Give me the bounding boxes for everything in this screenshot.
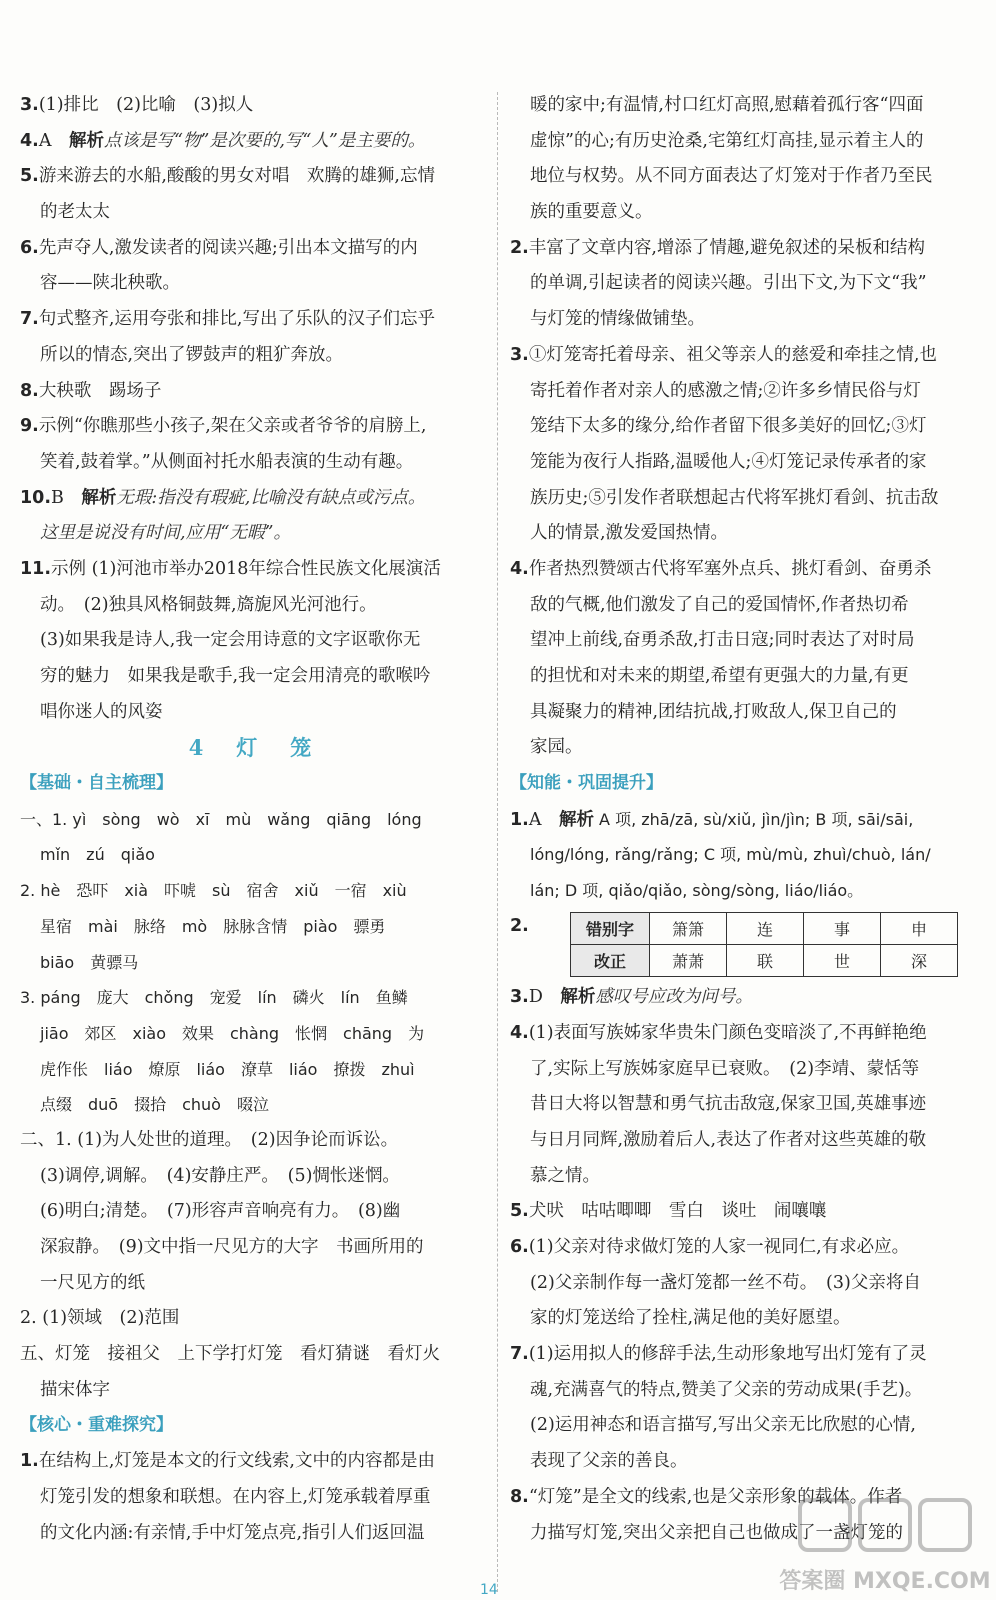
text-line — [510, 1230, 978, 1266]
text-line — [20, 1016, 486, 1052]
text-line — [20, 195, 486, 231]
line-text: lán; D 项, qiǎo/qiǎo, sòng/sòng, liáo/liáo。 — [530, 881, 864, 901]
line-text: 慕之情。 — [530, 1165, 600, 1186]
line-text: 【基础・自主梳理】 — [20, 773, 173, 794]
table-cell: 事 — [804, 913, 881, 945]
text-line — [510, 409, 978, 445]
text-line — [510, 481, 978, 517]
line-text: 人的情景,激发爱国热情。 — [530, 523, 729, 544]
text-line — [20, 1373, 486, 1409]
item-number: 4. — [510, 558, 529, 579]
table-row — [571, 913, 958, 945]
line-text: B — [51, 487, 82, 508]
item-number: 8. — [20, 380, 39, 401]
table-cell: 箫箫 — [650, 913, 727, 945]
text-line — [20, 1337, 486, 1373]
lesson-title — [20, 730, 486, 766]
text-line — [510, 730, 978, 766]
item-number: 3. — [510, 344, 529, 365]
table-header-cell: 错别字 — [571, 913, 650, 945]
table-cell: 萧萧 — [650, 945, 727, 977]
text-line — [20, 516, 486, 552]
text-line — [510, 1052, 978, 1088]
text-line — [20, 1123, 486, 1159]
text-line — [510, 1444, 978, 1480]
line-text: 在结构上,灯笼是本文的行文线索,文中的内容都是由 — [38, 1451, 435, 1472]
line-text: 家园。 — [530, 737, 583, 758]
line-text: 【知能・巩固提升】 — [510, 773, 663, 794]
line-text: (2)父亲制作每一盏灯笼都一丝不苟。 (3)父亲将自 — [530, 1272, 921, 1293]
line-text: 族历史;⑤引发作者联想起古代将军挑灯看剑、抗击敌 — [530, 487, 939, 508]
text-line — [510, 1159, 978, 1195]
watermark-logo — [779, 1490, 991, 1600]
text-line — [20, 945, 486, 981]
text-line — [20, 552, 486, 588]
line-text: 虚惊”的心;有历史沧桑,宅第红灯高挂,显示着主人的 — [530, 130, 924, 151]
line-text: 句式整齐,运用夸张和排比,写出了乐队的汉子们忘乎 — [38, 309, 435, 330]
line-text: (2)运用神态和语言描写,写出父亲无比欣慰的心情, — [530, 1415, 916, 1436]
text-line — [510, 1194, 978, 1230]
line-text: “灯笼”是全文的线索,也是父亲形象的载体。作者 — [528, 1486, 903, 1507]
table-header-cell: 改正 — [571, 945, 650, 977]
text-line — [510, 516, 978, 552]
line-text: 大秧歌 踢场子 — [38, 380, 162, 401]
text-line — [510, 695, 978, 731]
text-line — [20, 231, 486, 267]
text-line — [20, 659, 486, 695]
line-text: 唱你迷人的风姿 — [40, 701, 163, 722]
line-text: 容——陕北秧歌。 — [40, 273, 180, 294]
item-number: 1. — [20, 1451, 39, 1472]
typo-correction-table — [570, 912, 958, 977]
line-text: 敌的气概,他们激发了自己的爱国情怀,作者热切希 — [530, 594, 909, 615]
text-line — [20, 481, 486, 517]
text-line — [20, 1301, 486, 1337]
line-text: biāo 黄骠马 — [40, 952, 139, 972]
item-number: 7. — [510, 1344, 529, 1365]
text-line — [510, 266, 978, 302]
line-text: 力描写灯笼,突出父亲把自己也做成了一盏灯笼的 — [530, 1522, 904, 1543]
item-number: 7. — [20, 309, 39, 330]
line-text: (1)运用拟人的修辞手法,生动形象地写出灯笼有了灵 — [528, 1344, 927, 1365]
line-text: 的老太太 — [40, 202, 110, 223]
table-cell: 连 — [727, 913, 804, 945]
line-text: 家的灯笼送给了拴柱,满足他的美好愿望。 — [530, 1308, 851, 1329]
line-text: 示例“你瞧那些小孩子,架在父亲或者爷爷的肩膀上, — [38, 416, 427, 437]
text-line — [20, 623, 486, 659]
line-text: 描宋体字 — [40, 1379, 110, 1400]
text-line — [510, 1373, 978, 1409]
table-cell: 联 — [727, 945, 804, 977]
item-number: 10. — [20, 487, 52, 508]
left-column — [20, 88, 486, 1551]
text-line — [20, 837, 486, 873]
line-text: 先声夺人,激发读者的阅读兴趣;引出本文描写的内 — [38, 237, 418, 258]
line-text: 与灯笼的情缘做铺垫。 — [530, 309, 705, 330]
text-line — [510, 1016, 978, 1052]
text-line — [510, 837, 978, 873]
line-text: 五、灯笼 接祖父 上下学打灯笼 看灯猜谜 看灯火 — [20, 1344, 440, 1365]
line-text: 魂,充满喜气的特点,赞美了父亲的劳动成果(手艺)。 — [530, 1379, 923, 1400]
table-cell: 深 — [881, 945, 958, 977]
analysis-tag: 解析 — [81, 487, 117, 508]
text-line — [20, 1444, 486, 1480]
line-text: (1)父亲对待求做灯笼的人家一视同仁,有求必应。 — [528, 1237, 910, 1258]
text-line — [20, 802, 486, 838]
text-line — [20, 266, 486, 302]
text-line — [510, 302, 978, 338]
line-text: 点缀 duō 掇拾 chuò 啜泣 — [40, 1095, 269, 1115]
answer-page — [0, 88, 996, 1600]
item-number: 5. — [510, 1201, 529, 1222]
watermark-text: 答案圈 MXQE.COM — [779, 1569, 991, 1594]
line-text: 的文化内涵:有亲情,手中灯笼点亮,指引人们返回温 — [40, 1522, 425, 1543]
item-number: 4. — [510, 1022, 529, 1043]
line-text: D — [528, 987, 561, 1008]
line-text: 星宿 mài 脉络 mò 脉脉含情 piào 骠勇 — [40, 916, 386, 936]
line-text: (1)排比 (2)比喻 (3)拟人 — [38, 95, 254, 115]
text-line — [20, 1052, 486, 1088]
text-line — [20, 159, 486, 195]
text-line — [510, 1087, 978, 1123]
item-number: 2. — [510, 237, 529, 258]
text-line — [510, 1266, 978, 1302]
line-text: 所以的情态,突出了锣鼓声的粗犷奔放。 — [40, 344, 344, 365]
text-line — [510, 374, 978, 410]
text-line — [510, 873, 978, 909]
analysis-tag: 解析 — [560, 987, 596, 1008]
text-line — [20, 409, 486, 445]
line-text: 灯笼引发的想象和联想。在内容上,灯笼承载着厚重 — [40, 1486, 431, 1507]
line-text: 的担忧和对未来的期望,希望有更强大的力量,有更 — [530, 666, 909, 686]
line-text: 穷的魅力 如果我是歌手,我一定会用清亮的歌喉吟 — [40, 666, 431, 686]
line-text: 了,实际上写族姊家庭早已衰败。 (2)李靖、蒙恬等 — [530, 1058, 920, 1079]
text-line — [20, 374, 486, 410]
table-cell: 申 — [881, 913, 958, 945]
item-number: 2. — [510, 915, 529, 936]
text-line — [510, 445, 978, 481]
line-text: 昔日大将以智慧和勇气抗击敌寇,保家卫国,英雄事迹 — [530, 1094, 927, 1115]
line-text: (6)明白;清楚。 (7)形容声音响亮有力。 (8)幽 — [40, 1201, 401, 1222]
analysis-note: 点该是写“物”是次要的,写“人”是主要的。 — [103, 130, 426, 151]
item-number: 5. — [20, 166, 39, 187]
line-text: 虎作伥 liáo 燎原 liáo 潦草 liáo 撩拨 zhuì — [40, 1059, 415, 1079]
text-line — [20, 88, 486, 124]
line-text: 地位与权势。从不同方面表达了灯笼对于作者乃至民 — [530, 166, 933, 187]
line-text: 作者热烈赞颂古代将军塞外点兵、挑灯看剑、奋勇杀 — [528, 558, 932, 579]
text-line — [20, 588, 486, 624]
line-text: 3. páng 庞大 chǒng 宠爱 lín 磷火 lín 鱼鳞 — [20, 988, 408, 1008]
text-line — [20, 909, 486, 945]
text-line — [20, 445, 486, 481]
line-text: 2. (1)领域 (2)范围 — [20, 1308, 180, 1329]
line-text: 【核心・重难探究】 — [20, 1415, 173, 1436]
text-line — [510, 88, 978, 124]
item-number: 3. — [510, 987, 529, 1008]
text-line — [510, 552, 978, 588]
analysis-tag: 解析 — [68, 130, 104, 151]
item-number: 11. — [20, 558, 52, 579]
line-text: jiāo 郊区 xiào 效果 chàng 怅惘 chāng 为 — [40, 1023, 425, 1043]
page-number: 14 — [480, 1582, 498, 1598]
line-text: 笼能为夜行人指路,温暖他人;④灯笼记录传承者的家 — [530, 451, 927, 472]
right-column-part-a — [510, 88, 978, 909]
line-text: (1)表面写族姊家华贵朱门颜色变暗淡了,不再鲜艳绝 — [528, 1022, 927, 1043]
line-text: 游来游去的水船,酸酸的男女对唱 欢腾的雄狮,忘情 — [38, 166, 435, 187]
correction-table-item — [510, 909, 978, 980]
section-heading — [20, 1408, 486, 1444]
item-number: 1. — [510, 809, 529, 830]
line-text: 寄托着作者对亲人的感激之情;②许多乡情民俗与灯 — [530, 380, 921, 401]
line-text: 表现了父亲的善良。 — [530, 1451, 688, 1472]
item-number: 6. — [20, 237, 39, 258]
text-line — [510, 802, 978, 838]
table-row — [571, 945, 958, 977]
line-text: 犬吠 咕咕唧唧 雪白 谈吐 闹嚷嚷 — [528, 1201, 827, 1222]
line-text: 笑着,鼓着掌。”从侧面衬托水船表演的生动有趣。 — [40, 451, 414, 472]
text-line — [20, 695, 486, 731]
text-line — [20, 1516, 486, 1552]
line-text: (3)调停,调解。 (4)安静庄严。 (5)惆怅迷惘。 — [40, 1165, 400, 1186]
line-text: 与日月同辉,激励着后人,表达了作者对这些英雄的敬 — [530, 1129, 927, 1150]
line-text: A — [528, 809, 559, 830]
text-line — [510, 338, 978, 374]
section-heading — [510, 766, 978, 802]
text-line — [20, 1194, 486, 1230]
line-text: 族的重要意义。 — [530, 202, 653, 223]
line-text: 暖的家中;有温情,村口红灯高照,慰藉着孤行客“四面 — [530, 95, 924, 115]
analysis-note: 这里是说没有时间,应用“无暇”。 — [40, 523, 291, 544]
item-number: 9. — [20, 416, 39, 437]
analysis-tag: 解析 — [558, 809, 594, 830]
line-text: lóng/lóng, rǎng/rǎng; C 项, mù/mù, zhuì/chuò, lán/ — [530, 845, 931, 865]
text-line — [510, 980, 978, 1016]
line-text: A — [38, 130, 69, 151]
item-number: 3. — [20, 95, 39, 115]
text-line — [20, 1266, 486, 1302]
right-column-part-b — [510, 980, 978, 1551]
line-text: ①灯笼寄托着母亲、祖父等亲人的慈爱和牵挂之情,也 — [528, 344, 937, 365]
text-line — [20, 338, 486, 374]
table-cell: 世 — [804, 945, 881, 977]
text-line — [510, 231, 978, 267]
text-line — [510, 159, 978, 195]
text-line — [20, 1230, 486, 1266]
text-line — [510, 659, 978, 695]
analysis-note: 感叹号应改为问号。 — [595, 987, 753, 1008]
right-column — [510, 88, 978, 1551]
text-line — [510, 623, 978, 659]
line-text: 4 灯 笼 — [188, 735, 318, 761]
section-heading — [20, 766, 486, 802]
text-line — [510, 124, 978, 160]
text-line — [20, 124, 486, 160]
item-number: 6. — [510, 1237, 529, 1258]
item-number: 4. — [20, 130, 39, 151]
line-text: 丰富了文章内容,增添了情趣,避免叙述的呆板和结构 — [528, 237, 925, 258]
line-text: 笼结下太多的缘分,给作者留下很多美好的回忆;③灯 — [530, 416, 927, 437]
item-number: 8. — [510, 1486, 529, 1507]
text-line — [510, 1408, 978, 1444]
line-text: (3)如果我是诗人,我一定会用诗意的文字讴歌你无 — [40, 630, 421, 651]
line-text: 的单调,引起读者的阅读兴趣。引出下文,为下文“我” — [530, 273, 927, 294]
pinyin-text: A 项, zhā/zā, sù/xiǔ, jìn/jìn; B 项, sāi/sāi, — [593, 809, 914, 829]
text-line — [20, 1087, 486, 1123]
text-line — [510, 195, 978, 231]
text-line — [20, 1480, 486, 1516]
text-line — [510, 588, 978, 624]
line-text: 二、1. (1)为人处世的道理。 (2)因争论而诉讼。 — [20, 1129, 399, 1150]
text-line — [20, 980, 486, 1016]
line-text: 深寂静。 (9)文中指一尺见方的大字 书画所用的 — [40, 1237, 424, 1257]
line-text: 示例 (1)河池市举办2018年综合性民族文化展演活 — [51, 558, 441, 579]
line-text: 望冲上前线,奋勇杀敌,打击日寇;同时表达了对时局 — [530, 630, 915, 651]
line-text: 一尺见方的纸 — [40, 1272, 145, 1293]
text-line — [20, 873, 486, 909]
text-line — [510, 1123, 978, 1159]
line-text: 2. hè 恐吓 xià 吓唬 sù 宿舍 xiǔ 一宿 xiù — [20, 881, 407, 901]
analysis-note: 无瑕:指没有瑕疵,比喻没有缺点或污点。 — [116, 487, 426, 508]
line-text: 动。 (2)独具风格铜鼓舞,旖旎风光河池行。 — [40, 594, 377, 615]
line-text: 具凝聚力的精神,团结抗战,打败敌人,保卫自己的 — [530, 701, 897, 722]
text-line — [510, 1301, 978, 1337]
text-line — [20, 1159, 486, 1195]
text-line — [20, 302, 486, 338]
text-line — [510, 1337, 978, 1373]
line-text: 一、1. yì sòng wò xī mù wǎng qiāng lóng — [20, 809, 422, 829]
line-text: mǐn zú qiǎo — [40, 845, 155, 865]
